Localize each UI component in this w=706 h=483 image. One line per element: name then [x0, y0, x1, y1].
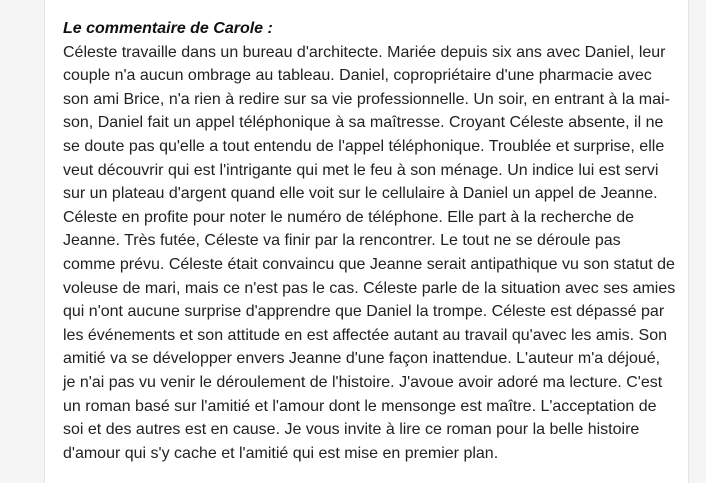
comment-heading: Le commentaire de Carole :	[63, 20, 273, 37]
comment-line: Céleste travaille dans un bureau d'architecte. Mariée depuis six ans avec Daniel, leur	[63, 43, 666, 61]
comment-line: couple n'a aucun ombrage au tableau. Daniel, copropriétaire d'une pharmacie avec	[63, 67, 652, 85]
comment-line: son, Daniel fait un appel téléphonique à sa maîtresse. Croyant Céleste absente, il ne	[63, 114, 664, 132]
comment-line: soi et des autres est en cause. Je vous invite à lire ce roman pour la belle histoire	[63, 421, 640, 439]
comment-line: Jeanne. Très futée, Céleste va finir par la rencontrer. Le tout ne se déroule pas	[63, 232, 621, 250]
comment-line: amitié va se développer envers Jeanne d'une façon inattendue. L'auteur m'a déjoué,	[63, 350, 661, 368]
comment-line: se doute pas qu'elle a tout entendu de l'appel téléphonique. Troublée et surprise, elle	[63, 137, 665, 155]
comment-line: les événements et son attitude en est affectée autant au travail qu'avec les amis. Son	[63, 326, 668, 344]
comment-line: sur un plateau d'argent quand elle voit sur le cellulaire à Daniel un appel de Jeanne.	[63, 185, 658, 203]
comment-line: un roman basé sur l'amitié et l'amour dont le mensonge est maître. L'acceptation de	[63, 397, 657, 415]
comment-line: comme prévu. Céleste était convaincu que Jeanne serait antipathique vu son statut de	[63, 255, 675, 273]
comment-line: qui n'ont aucune surprise d'apprendre que Daniel la trompe. Céleste est dépassé par	[63, 303, 665, 321]
comment-line: je n'ai pas vu venir le déroulement de l'histoire. J'avoue avoir adoré ma lecture. C'est	[63, 373, 663, 391]
comment-line: Céleste en profite pour noter le numéro de téléphone. Elle part à la recherche de	[63, 208, 635, 226]
comment-line: veut découvrir qui est l'intrigante qui met le feu à son ménage. Un indice lui est servi	[63, 161, 659, 179]
comment-line: d'amour qui s'y cache et l'amitié qui est mise en premier plan.	[63, 444, 499, 462]
comment-body	[63, 17, 675, 465]
comment-line: voleuse de mari, mais ce n'est pas le cas. Céleste parle de la situation avec ses amies	[63, 279, 676, 297]
comment-line: son ami Brice, n'a rien à redire sur sa vie professionnelle. Un soir, en entrant à la mai-	[63, 90, 670, 108]
comment-card	[44, 0, 689, 483]
